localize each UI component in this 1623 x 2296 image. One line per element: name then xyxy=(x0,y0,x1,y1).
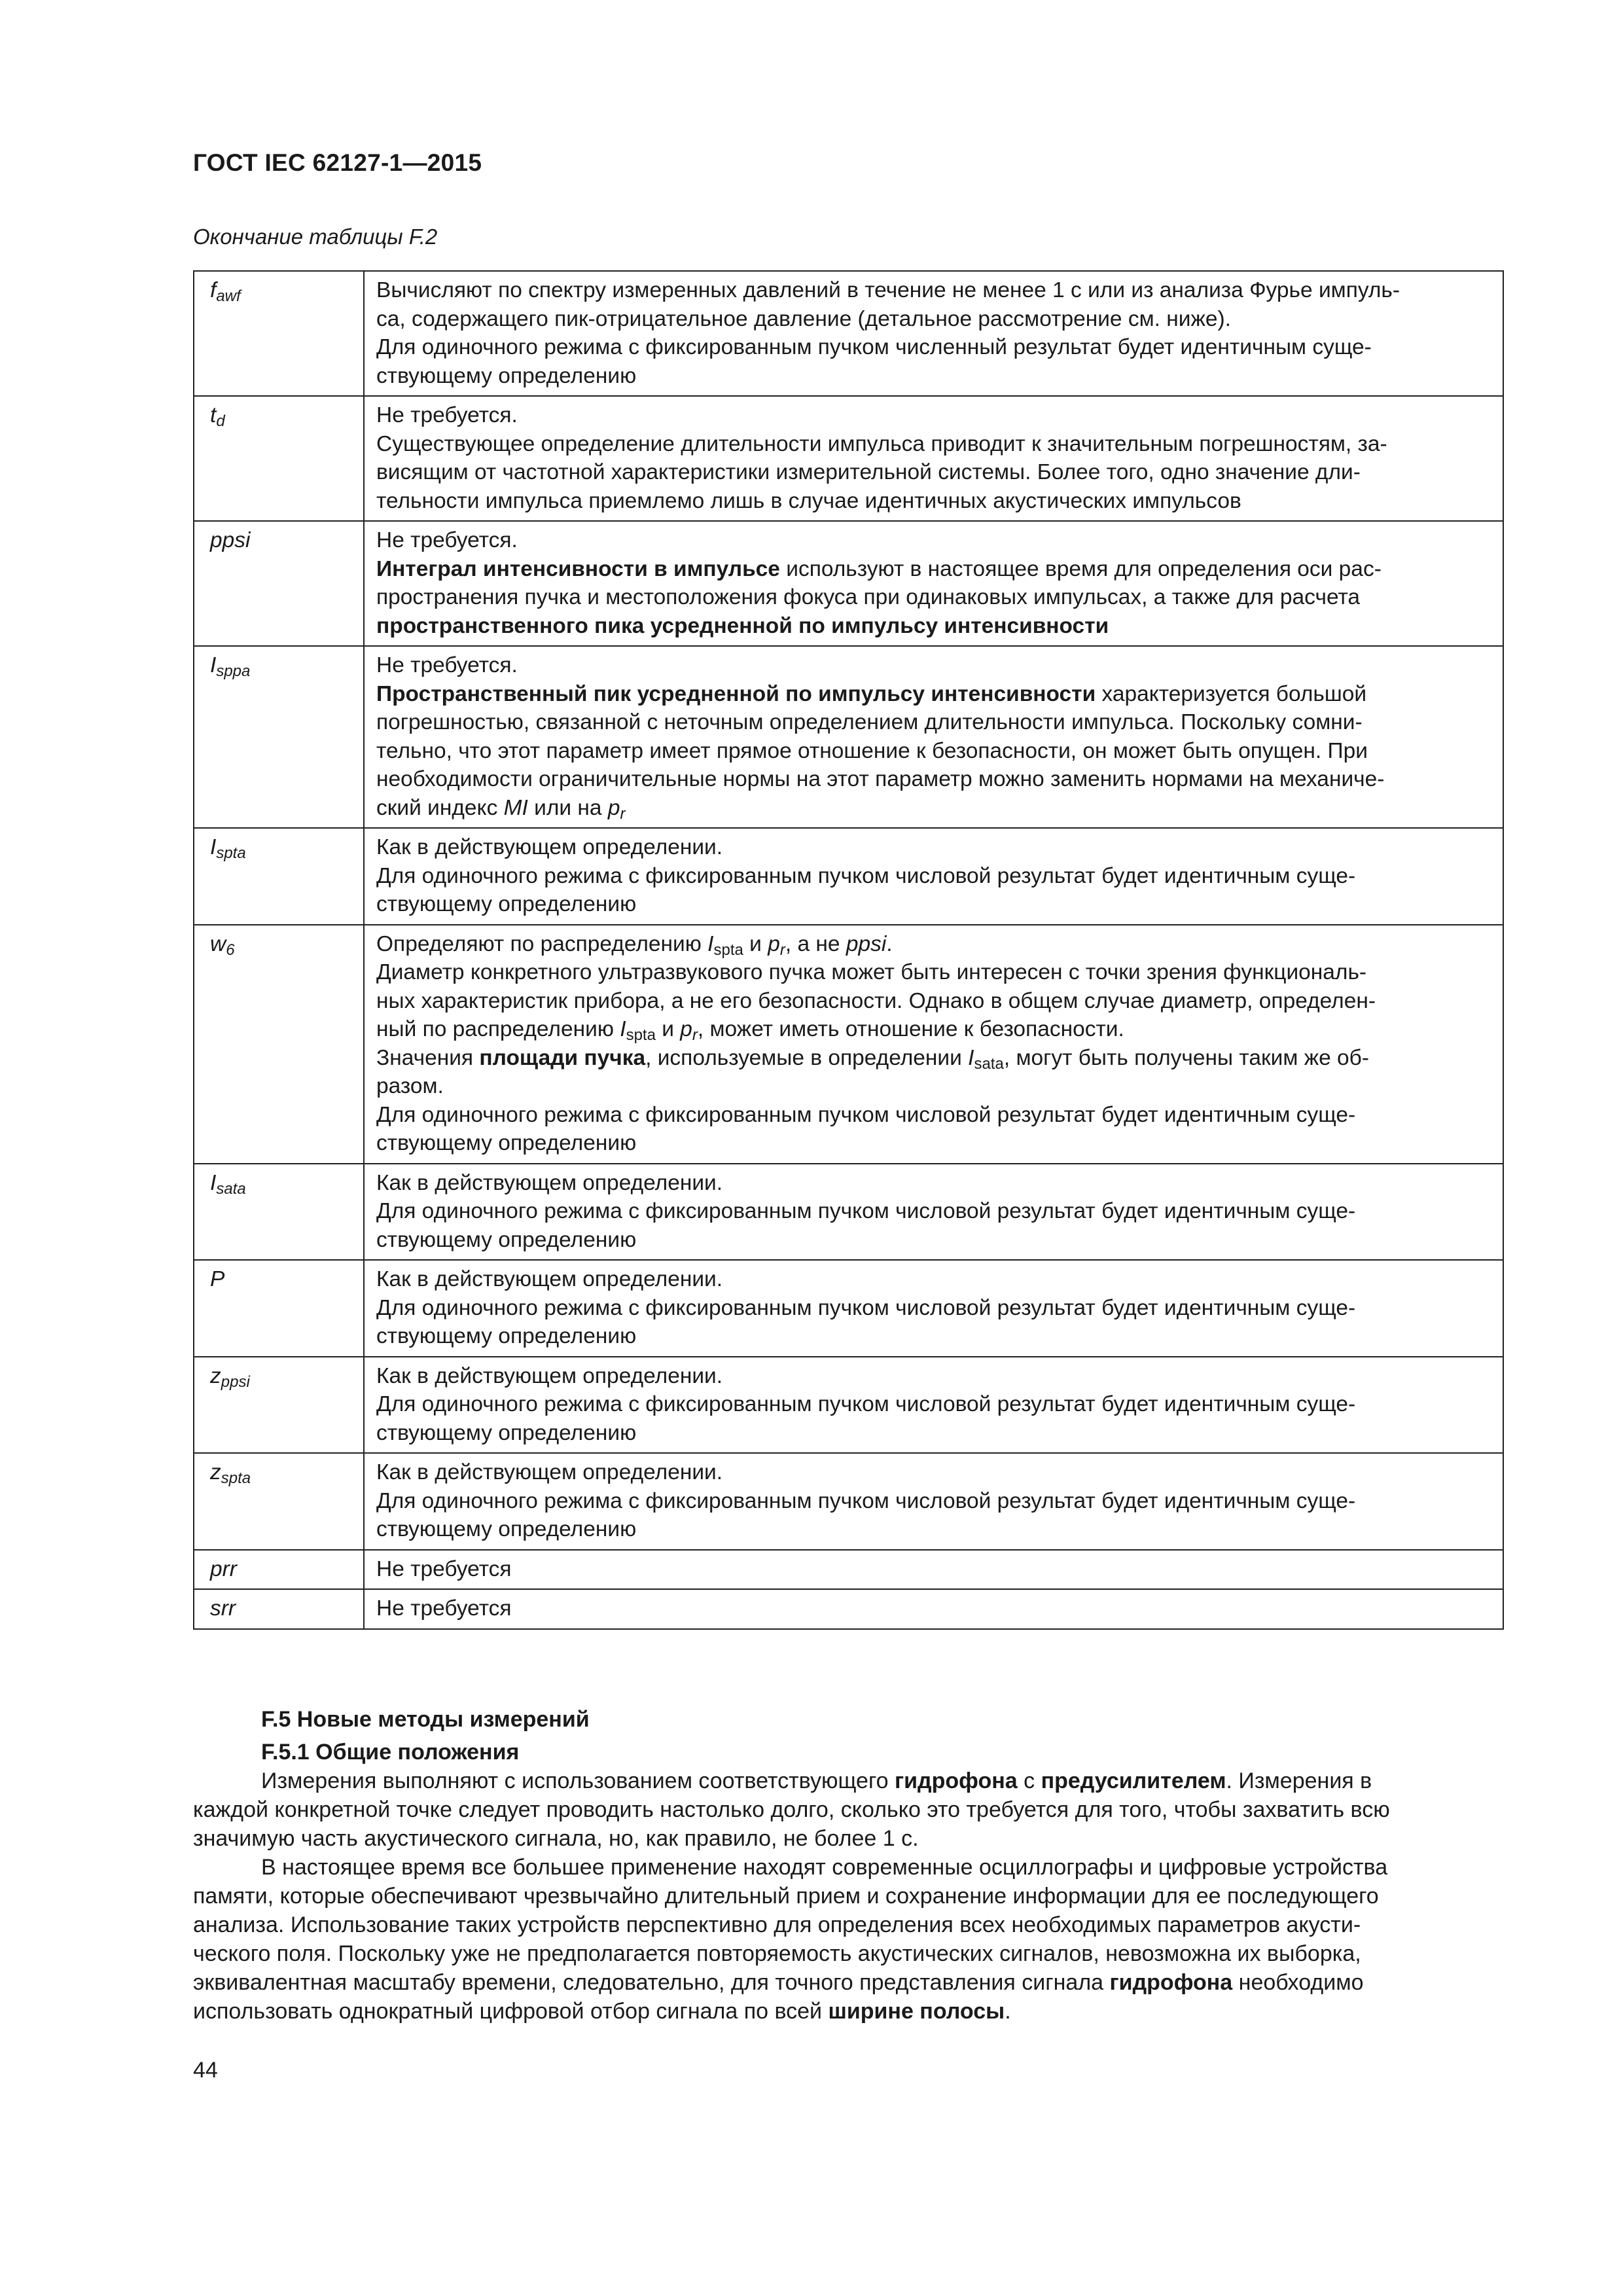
symbol-cell: $z_{ppsi}$ xyxy=(194,1357,364,1454)
definition-cell: Не требуется xyxy=(364,1589,1503,1629)
symbol-cell: $t_d$ xyxy=(194,396,364,521)
definition-cell: Не требуется xyxy=(364,1550,1503,1590)
definition-cell: Не требуется. Пространственный пик усредненной по импульсу интенсивности характеризуется большой погрешностью, связанной с неточным определением длительности импульса. Поскольку сомни- тельно, что этот параметр имеет прямое отношение к безопасности, он может быть опущен. При необходимости ограничительные нормы на этот параметр можно заменить нормами на механиче- ский индекс MI или на $p_r$ xyxy=(364,646,1503,828)
paragraph: Измерения выполняют с использованием соответствующего гидрофона с предусилителем. Измерения в каждой конкретной точке следует проводить настолько долго, сколько это требуется для того, чтобы захватить всю значимую часть акустического сигнала, но, как правило, не более 1 с. xyxy=(193,1768,1390,1851)
symbol-cell: srr xyxy=(194,1589,364,1629)
symbol-cell: P xyxy=(194,1260,364,1357)
definition-cell: Определяют по распределению $I_{spta}$ и $p_r$, а не ppsi. Диаметр конкретного ультразвукового пучка может быть интересен с точки зрения функциональ- ных характеристик прибора, а не его безопасности. Однако в общем случае диаметр, определен- ный по распределению $I_{spta}$ и $p_r$, может иметь отношение к безопасности. Значения площади пучка, используемые в определении $I_{sata}$, могут быть получены таким же об- разом. Для одиночного режима с фиксированным пучком числовой результат будет идентичным суще- ствующему определению xyxy=(364,925,1503,1164)
table-row xyxy=(194,925,1503,1164)
table-row xyxy=(194,1357,1503,1454)
section-f5 xyxy=(193,1705,1504,2026)
definition-cell: Вычисляют по спектру измеренных давлений в течение не менее 1 с или из анализа Фурье импуль- са, содержащего пик-отрицательное давление (детальное рассмотрение см. ниже). Для одиночного режима с фиксированным пучком численный результат будет идентичным суще- ствующему определению xyxy=(364,271,1503,396)
section-heading: F.5 Новые методы измерений xyxy=(261,1707,590,1732)
definition-cell: Как в действующем определении. Для одиночного режима с фиксированным пучком числовой результат будет идентичным суще- ствующему определению xyxy=(364,1260,1503,1357)
paragraph: В настоящее время все большее применение находят современные осциллографы и цифровые устройства памяти, которые обеспечивают чрезвычайно длительный прием и сохранение информации для ее последующего анализа. Использование таких устройств перспективно для определения всех необходимых параметров акусти- ческого поля. Поскольку уже не предполагается повторяемость акустических сигналов, невозможна их выборка, эквивалентная масштабу времени, следовательно, для точного представления сигнала гидрофона необходимо использовать однократный цифровой отбор сигнала по всей ширине полосы. xyxy=(193,1855,1388,2024)
table-caption: Окончание таблицы F.2 xyxy=(193,224,438,249)
table-row xyxy=(194,1589,1503,1629)
definition-cell: Как в действующем определении. Для одиночного режима с фиксированным пучком числовой результат будет идентичным суще- ствующему определению xyxy=(364,1164,1503,1261)
symbol-cell: $f_{awf}$ xyxy=(194,271,364,396)
table-row xyxy=(194,396,1503,521)
table-row xyxy=(194,1550,1503,1590)
definition-cell: Как в действующем определении. Для одиночного режима с фиксированным пучком числовой результат будет идентичным суще- ствующему определению xyxy=(364,828,1503,925)
table-row xyxy=(194,1453,1503,1550)
symbol-cell: $I_{sata}$ xyxy=(194,1164,364,1261)
definition-cell: Не требуется. Интеграл интенсивности в импульсе используют в настоящее время для определения оси рас- пространения пучка и местоположения фокуса при одинаковых импульсах, а также для расчета пространственного пика усредненной по импульсу интенсивности xyxy=(364,521,1503,646)
symbol-cell: $z_{spta}$ xyxy=(194,1453,364,1550)
page-number: 44 xyxy=(193,2058,218,2083)
symbol-cell: $I_{sppa}$ xyxy=(194,646,364,828)
table-row xyxy=(194,271,1503,396)
definition-cell: Как в действующем определении. Для одиночного режима с фиксированным пучком числовой результат будет идентичным суще- ствующему определению xyxy=(364,1357,1503,1454)
table-row xyxy=(194,646,1503,828)
symbol-cell: ppsi xyxy=(194,521,364,646)
table-row xyxy=(194,1260,1503,1357)
parameters-table xyxy=(193,270,1504,1630)
table-row xyxy=(194,1164,1503,1261)
symbol-cell: prr xyxy=(194,1550,364,1590)
definition-cell: Не требуется. Существующее определение длительности импульса приводит к значительным погрешностям, за- висящим от частотной характеристики измерительной системы. Более того, одно значение дли- тельности импульса приемлемо лишь в случае идентичных акустических импульсов xyxy=(364,396,1503,521)
table-row xyxy=(194,521,1503,646)
document-header: ГОСТ IEC 62127-1—2015 xyxy=(193,149,482,176)
symbol-cell: $w_6$ xyxy=(194,925,364,1164)
table-row xyxy=(194,828,1503,925)
symbol-cell: $I_{spta}$ xyxy=(194,828,364,925)
definition-cell: Как в действующем определении. Для одиночного режима с фиксированным пучком числовой результат будет идентичным суще- ствующему определению xyxy=(364,1453,1503,1550)
subsection-heading: F.5.1 Общие положения xyxy=(261,1740,520,1765)
